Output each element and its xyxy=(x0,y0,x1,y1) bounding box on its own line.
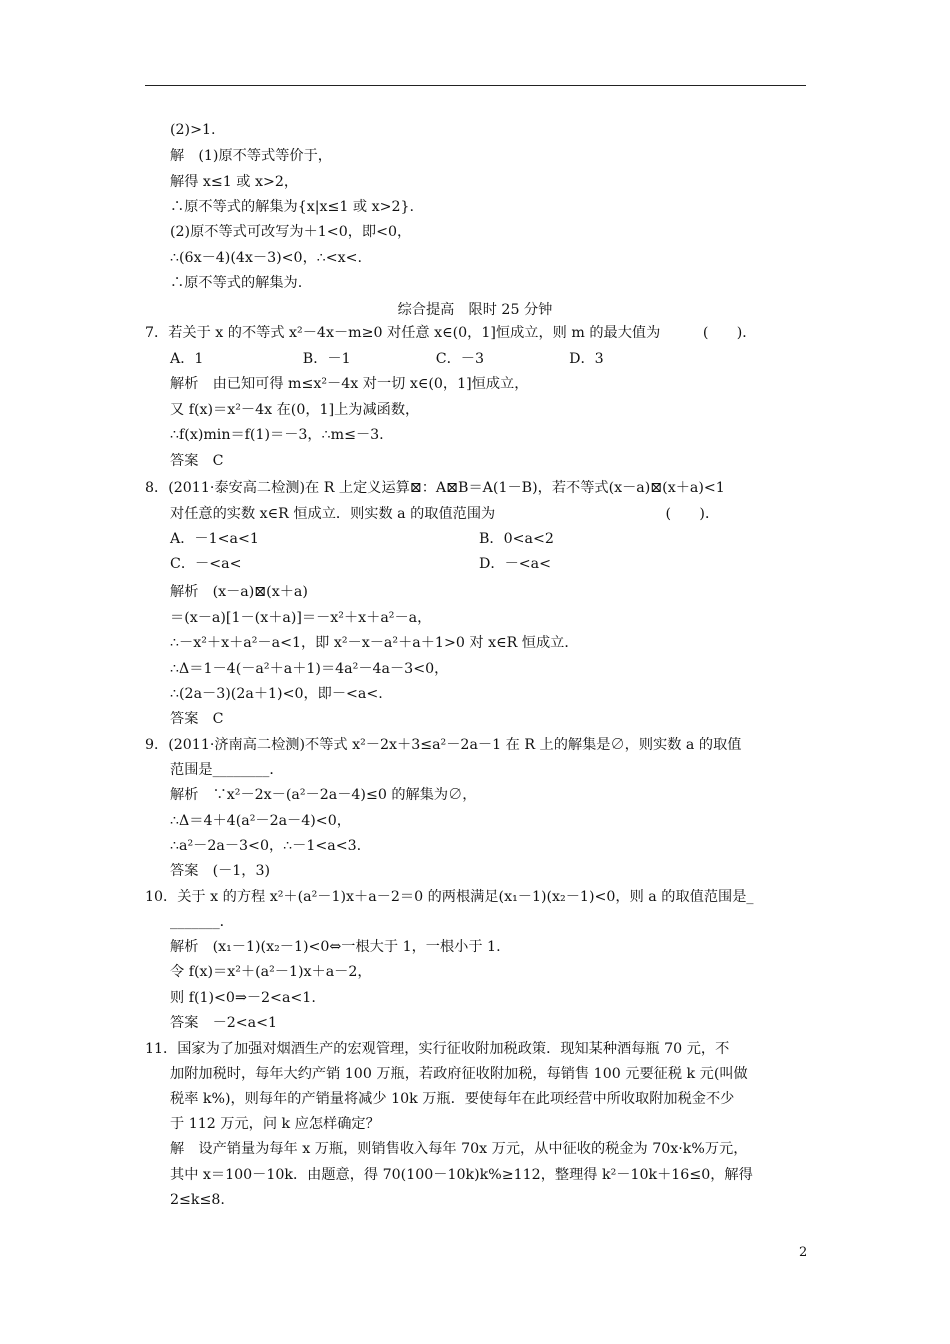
text-line: 解得 x≤1 或 x>2， xyxy=(170,174,299,190)
text-line: 令 f(x)＝x²＋(a²－1)x＋a－2， xyxy=(170,964,372,980)
choice-c: C．－<a< xyxy=(170,556,242,572)
text-line: 其中 x＝100－10k．由题意，得 70(100－10k)k%≥112，整理得 k²－10k＋16≤0，解得 xyxy=(170,1167,753,1183)
text-line: 税率 k%)，则每年的产销量将减少 10k 万瓶．要使每年在此项经营中所收取附加税金不少 xyxy=(170,1091,735,1107)
header-rule xyxy=(145,85,806,86)
text-line: (2)>1. xyxy=(170,122,216,138)
section-title: 综合提高 限时 25 分钟 xyxy=(397,302,553,318)
text-line: ∴Δ＝4＋4(a²－2a－4)<0， xyxy=(170,813,351,829)
text-line: 解 设产销量为每年 x 万瓶，则销售收入每年 70x 万元，从中征收的税金为 70x·k%万元， xyxy=(170,1141,748,1157)
text-line: ∴原不等式的解集为{x|x≤1 或 x>2}. xyxy=(170,199,415,215)
text-line: 对任意的实数 x∈R 恒成立．则实数 a 的取值范围为 ( )． xyxy=(170,506,720,522)
text-line: ∴(6x－4)(4x－3)<0，∴<x<. xyxy=(170,250,363,266)
page-number: 2 xyxy=(799,1245,808,1260)
text-line: ∴f(x)min＝f(1)＝－3，∴m≤－3. xyxy=(170,427,384,443)
choice-d: D．－<a< xyxy=(479,556,551,572)
text-line: ∴(2a－3)(2a＋1)<0，即－<a<. xyxy=(170,686,383,702)
question-10: 10．关于 x 的方程 x²＋(a²－1)x＋a－2＝0 的两根满足(x₁－1)(x₂－1)<0，则 a 的取值范围是_ xyxy=(145,889,754,905)
text-line: 又 f(x)＝x²－4x 在(0，1]上为减函数， xyxy=(170,402,420,418)
question-11: 11．国家为了加强对烟酒生产的宏观管理，实行征收附加税政策．现知某种酒每瓶 70 元，不 xyxy=(145,1041,730,1057)
question-7: 7．若关于 x 的不等式 x²－4x－m≥0 对任意 x∈(0，1]恒成立，则 m 的最大值为 ( )． xyxy=(145,325,757,341)
text-line: 解 (1)原不等式等价于， xyxy=(170,148,332,164)
question-9: 9．(2011·济南高二检测)不等式 x²－2x＋3≤a²－2a－1 在 R 上的解集是∅，则实数 a 的取值 xyxy=(145,737,742,753)
text-line: 解析 (x₁－1)(x₂－1)<0⇔一根大于 1，一根小于 1. xyxy=(170,939,501,955)
text-line: ∴a²－2a－3<0，∴－1<a<3. xyxy=(170,838,362,854)
text-line: 解析 (x－a)⊠(x＋a) xyxy=(170,584,308,600)
text-line: 则 f(1)<0⇒－2<a<1. xyxy=(170,990,316,1006)
text-line: 2≤k≤8. xyxy=(170,1192,225,1208)
text-line: ＝(x－a)[1－(x＋a)]＝－x²＋x＋a²－a， xyxy=(170,610,432,626)
text-line: ∴－x²＋x＋a²－a<1，即 x²－x－a²＋a＋1>0 对 x∈R 恒成立． xyxy=(170,635,579,651)
text-line: 于 112 万元，问 k 应怎样确定？ xyxy=(170,1116,380,1132)
answer: 答案 (－1，3) xyxy=(170,863,271,879)
text-line: 解析 由已知可得 m≤x²－4x 对一切 x∈(0，1]恒成立， xyxy=(170,376,529,392)
choice-a: A．－1<a<1 xyxy=(170,531,259,547)
question-8: 8．(2011·泰安高二检测)在 R 上定义运算⊠：A⊠B＝A(1－B)，若不等式(x－a)⊠(x＋a)<1 xyxy=(145,480,725,496)
answer: 答案 －2<a<1 xyxy=(170,1015,278,1031)
text-line: _______． xyxy=(170,914,234,930)
text-line: ∴原不等式的解集为. xyxy=(170,275,303,291)
text-line: 范围是________． xyxy=(170,762,284,778)
text-line: 解析 ∵x²－2x－(a²－2a－4)≤0 的解集为∅， xyxy=(170,787,477,803)
choices: A．1 B．－1 C．－3 D．3 xyxy=(170,351,604,367)
text-line: 加附加税时，每年大约产销 100 万瓶，若政府征收附加税，每销售 100 元要征税 k 元(叫做 xyxy=(170,1066,748,1082)
text-line: ∴Δ＝1－4(－a²＋a＋1)＝4a²－4a－3<0， xyxy=(170,661,449,677)
answer: 答案 C xyxy=(170,453,224,469)
choice-b: B．0<a<2 xyxy=(479,531,554,547)
text-line: (2)原不等式可改写为＋1<0，即<0， xyxy=(170,224,412,240)
answer: 答案 C xyxy=(170,711,224,727)
